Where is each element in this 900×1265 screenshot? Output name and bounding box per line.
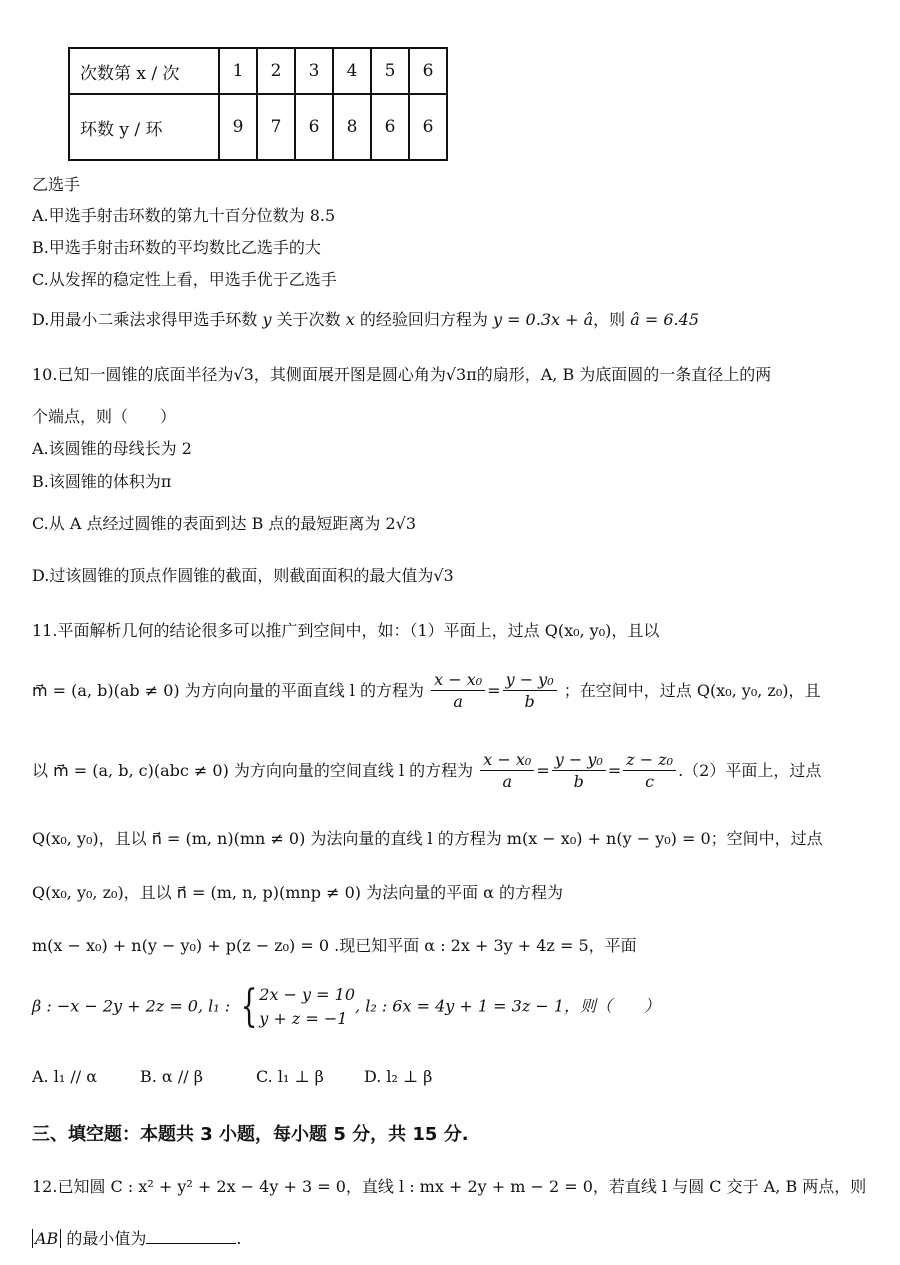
q11-stem-line3: 以 m⃗ = (a, b, c)(abc ≠ 0) 为方向向量的空间直线 l 的方程为 $\frac{\text{x − x₀}}{a}$ = $\frac{\text{y − y₀}}{b}$ = $\frac{\text{z − z₀}}{c}$ .（2）平面上，过点	[32, 750, 822, 791]
q9-d-sep: ，则	[593, 310, 626, 329]
answer-blank[interactable]	[146, 1229, 236, 1244]
q11-option-a: A. l₁ // α	[32, 1067, 98, 1086]
q11-stem-line2: m⃗ = (a, b)(ab ≠ 0) 为方向向量的平面直线 l 的方程为 $\frac{\text{x − x₀}}{a}$ = $\frac{\text{y − y₀}}{b}$ ；在空间中，过点 Q(x₀, y₀, z₀)，且	[32, 670, 821, 711]
q9-option-d	[32, 307, 699, 330]
q12-end-period: .	[236, 1229, 242, 1248]
q9-option-a: A.甲选手射击环数的第九十百分位数为 8.5	[32, 206, 336, 225]
q11-line7-text: β : −x − 2y + 2z = 0, l₁ :	[32, 996, 231, 1016]
table-cell: 6	[409, 48, 447, 94]
q10-stem-line1: 10.已知一圆锥的底面半径为√3，其侧面展开图是圆心角为√3π的扇形，A, B 为底面圆的一条直径上的两	[32, 365, 772, 384]
table-cell: 4	[333, 48, 371, 94]
q11-line7-text-end: , l₂ : 6x = 4y + 1 = 3z − 1，则（ ）	[355, 996, 661, 1016]
q11-line3-text: 以 m⃗ = (a, b, c)(abc ≠ 0) 为方向向量的空间直线 l 的方程为	[32, 761, 474, 780]
q10-option-c: C.从 A 点经过圆锥的表面到达 B 点的最短距离为 2√3	[32, 514, 417, 533]
q9-d-var-y: y	[262, 310, 272, 329]
equation-system	[259, 983, 355, 1031]
q11-line3-text-end: .（2）平面上，过点	[678, 761, 822, 780]
fraction-denominator: c	[645, 772, 655, 791]
fraction-numerator: y − y₀	[552, 750, 606, 771]
row-header-count: 次数第 x / 次	[69, 48, 219, 94]
q11-stem-line7	[32, 983, 660, 1031]
q11-line2-text-end: ；在空间中，过点 Q(x₀, y₀, z₀)，且	[563, 681, 821, 700]
section-heading: 三、填空题：本题共 3 小题，每小题 5 分，共 15 分.	[32, 1124, 469, 1145]
fraction-denominator: a	[502, 772, 513, 791]
q11-stem-line1: 11.平面解析几何的结论很多可以推广到空间中，如：（1）平面上，过点 Q(x₀, y₀)，且以	[32, 621, 660, 640]
q9-option-c: C.从发挥的稳定性上看，甲选手优于乙选手	[32, 270, 337, 289]
q9-d-text2: 关于次数	[276, 310, 341, 329]
q9-d-equation: y = 0.3x + â	[492, 310, 594, 329]
table-cell: 2	[257, 48, 295, 94]
table-row	[69, 94, 447, 160]
table-cell: 9	[219, 94, 257, 160]
q11-option-c: C. l₁ ⊥ β	[256, 1067, 324, 1086]
q9-d-value: â = 6.45	[630, 310, 699, 329]
q10-option-b: B.该圆锥的体积为π	[32, 472, 172, 491]
q12-line2-text: 的最小值为	[66, 1229, 147, 1248]
q11-stem-line4: Q(x₀, y₀)，且以 n⃗ = (m, n)(mn ≠ 0) 为法向量的直线 l 的方程为 m(x − x₀) + n(y − y₀) = 0；空间中，过点	[32, 829, 823, 848]
q12-stem-line1: 12.已知圆 C : x² + y² + 2x − 4y + 3 = 0，直线 l : mx + 2y + m − 2 = 0，若直线 l 与圆 C 交于 A, B 两点，则	[32, 1177, 867, 1196]
table-cell: 6	[371, 94, 409, 160]
q9-d-text3: 的经验回归方程为	[359, 310, 488, 329]
q10-option-d: D.过该圆锥的顶点作圆锥的截面，则截面面积的最大值为√3	[32, 566, 454, 585]
table-row	[69, 48, 447, 94]
q12-stem-line2	[32, 1226, 242, 1249]
table-cell: 6	[409, 94, 447, 160]
fraction-denominator: b	[524, 692, 535, 711]
fraction-denominator: a	[453, 692, 463, 711]
fraction	[503, 670, 557, 713]
table-cell: 6	[295, 94, 333, 160]
table-caption: 乙选手	[32, 175, 81, 194]
system-eq-2: y + z = −1	[259, 1009, 348, 1028]
table-cell: 3	[295, 48, 333, 94]
shooting-table	[68, 47, 448, 161]
q11-option-d: D. l₂ ⊥ β	[364, 1067, 433, 1086]
brace-icon: {	[240, 981, 258, 1032]
table-cell: 8	[333, 94, 371, 160]
q9-option-b: B.甲选手射击环数的平均数比乙选手的大	[32, 238, 321, 257]
q10-stem-line2: 个端点，则（ ）	[32, 407, 177, 426]
system-eq-1: 2x − y = 10	[259, 985, 356, 1004]
table-cell: 5	[371, 48, 409, 94]
q11-line2-text: m⃗ = (a, b)(ab ≠ 0) 为方向向量的平面直线 l 的方程为	[32, 681, 425, 700]
fraction-numerator: x − x₀	[431, 670, 485, 691]
q9-d-var-x: x	[345, 310, 355, 329]
q10-option-a: A.该圆锥的母线长为 2	[32, 439, 192, 458]
q11-stem-line5: Q(x₀, y₀, z₀)，且以 n⃗ = (m, n, p)(mnp ≠ 0) 为法向量的平面 α 的方程为	[32, 883, 564, 902]
row-header-rings: 环数 y / 环	[69, 94, 219, 160]
table-cell: 1	[219, 48, 257, 94]
fraction-numerator: x − x₀	[480, 750, 534, 771]
fraction-numerator: z − z₀	[623, 750, 676, 771]
q11-option-b: B. α // β	[140, 1067, 203, 1086]
fraction	[623, 750, 676, 793]
fraction-denominator: b	[573, 772, 584, 791]
fraction	[552, 750, 606, 793]
table-cell: 7	[257, 94, 295, 160]
q11-stem-line6: m(x − x₀) + n(y − y₀) + p(z − z₀) = 0 .现已知平面 α : 2x + 3y + 4z = 5，平面	[32, 936, 637, 955]
q9-d-text: D.用最小二乘法求得甲选手环数	[32, 310, 258, 329]
fraction	[431, 670, 485, 713]
fraction	[480, 750, 534, 793]
abs-value-ab: AB	[32, 1229, 61, 1248]
fraction-numerator: y − y₀	[503, 670, 557, 691]
